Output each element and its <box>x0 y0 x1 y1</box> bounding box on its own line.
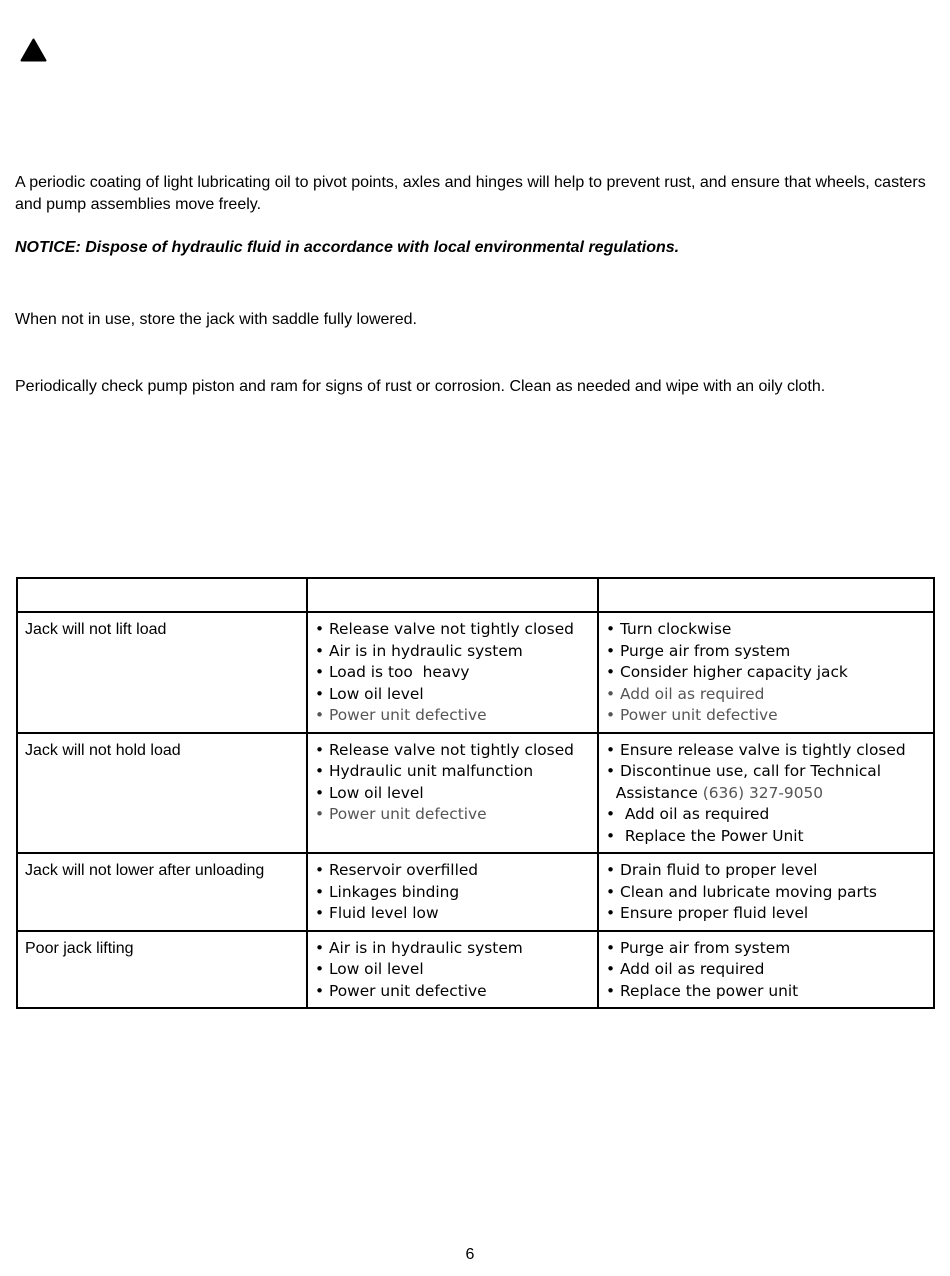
solution-item: • Purge air from system <box>606 938 791 957</box>
cause-item: • Low oil level <box>315 684 424 703</box>
solutions-cell <box>598 612 934 733</box>
solution-item: • Add oil as required <box>606 684 765 703</box>
cause-item: • Air is in hydraulic system <box>315 641 523 660</box>
cause-item: • Release valve not tightly closed <box>315 620 574 638</box>
causes-cell <box>307 931 598 1009</box>
solutions-cell <box>598 733 934 854</box>
page-number: 6 <box>465 1246 475 1263</box>
inspection-paragraph: Periodically check pump piston and ram for signs of rust or corrosion. Clean as needed and wipe with an oily cloth. <box>15 378 826 395</box>
cause-item: • Power unit defective <box>315 981 487 1000</box>
storage-paragraph: When not in use, store the jack with saddle fully lowered. <box>15 311 417 328</box>
solution-item: • Add oil as required <box>606 805 770 823</box>
symptom-cell: Jack will not lift load <box>17 612 307 733</box>
table-row <box>17 733 934 854</box>
symptom-cell: Poor jack lifting <box>17 931 307 1009</box>
cause-item: • Air is in hydraulic system <box>315 938 523 957</box>
cause-item: • Fluid level low <box>315 904 439 922</box>
solutions-cell <box>598 853 934 931</box>
cause-item: • Power unit defective <box>315 706 487 724</box>
cause-item: • Load is too heavy <box>315 663 470 681</box>
solution-item: • Drain fluid to proper level <box>606 861 818 879</box>
causes-cell <box>307 612 598 733</box>
phone-number: (636) 327-9050 <box>702 783 824 802</box>
causes-cell <box>307 853 598 931</box>
troubleshooting-table <box>16 577 935 1009</box>
solution-item: • Add oil as required <box>606 960 765 978</box>
solution-item: • Replace the Power Unit <box>606 826 804 845</box>
solutions-cell <box>598 931 934 1009</box>
table-header-row <box>17 578 934 612</box>
causes-cell <box>307 733 598 854</box>
cause-item: • Hydraulic unit malfunction <box>315 762 534 780</box>
solution-item: • Clean and lubricate moving parts <box>606 882 877 901</box>
notice-paragraph: NOTICE: Dispose of hydraulic fluid in accordance with local environmental regulations. <box>15 239 680 256</box>
cause-item: • Low oil level <box>315 960 424 978</box>
solution-item: • Power unit defective <box>606 706 778 724</box>
header-cell-solution <box>598 578 934 612</box>
header-cell-symptom <box>17 578 307 612</box>
cause-item: • Power unit defective <box>315 805 487 823</box>
header-cell-cause <box>307 578 598 612</box>
solution-item: • Ensure proper fluid level <box>606 904 809 922</box>
solution-item: • Ensure release valve is tightly closed <box>606 740 906 759</box>
symptom-cell: Jack will not lower after unloading <box>17 853 307 931</box>
cause-item: • Release valve not tightly closed <box>315 740 574 759</box>
solution-item: • Discontinue use, call for Technical <box>606 762 882 780</box>
cause-item: • Linkages binding <box>315 882 460 901</box>
cause-item: • Low oil level <box>315 783 424 802</box>
lubrication-paragraph: A periodic coating of light lubricating oil to pivot points, axles and hinges will help to prevent rust, and ensure that wheels, casters and pump assemblies move freely. <box>15 174 926 213</box>
table-row <box>17 931 934 1009</box>
solution-item: • Purge air from system <box>606 641 791 660</box>
table-row <box>17 853 934 931</box>
solution-item <box>606 783 926 805</box>
solution-item: • Replace the power unit <box>606 981 799 1000</box>
warning-triangle-icon <box>20 38 47 62</box>
solution-item: • Consider higher capacity jack <box>606 663 848 681</box>
solution-item: • Turn clockwise <box>606 620 732 638</box>
cause-item: • Reservoir overfilled <box>315 861 479 879</box>
table-row <box>17 612 934 733</box>
symptom-cell: Jack will not hold load <box>17 733 307 854</box>
assistance-text: Assistance <box>606 783 698 802</box>
